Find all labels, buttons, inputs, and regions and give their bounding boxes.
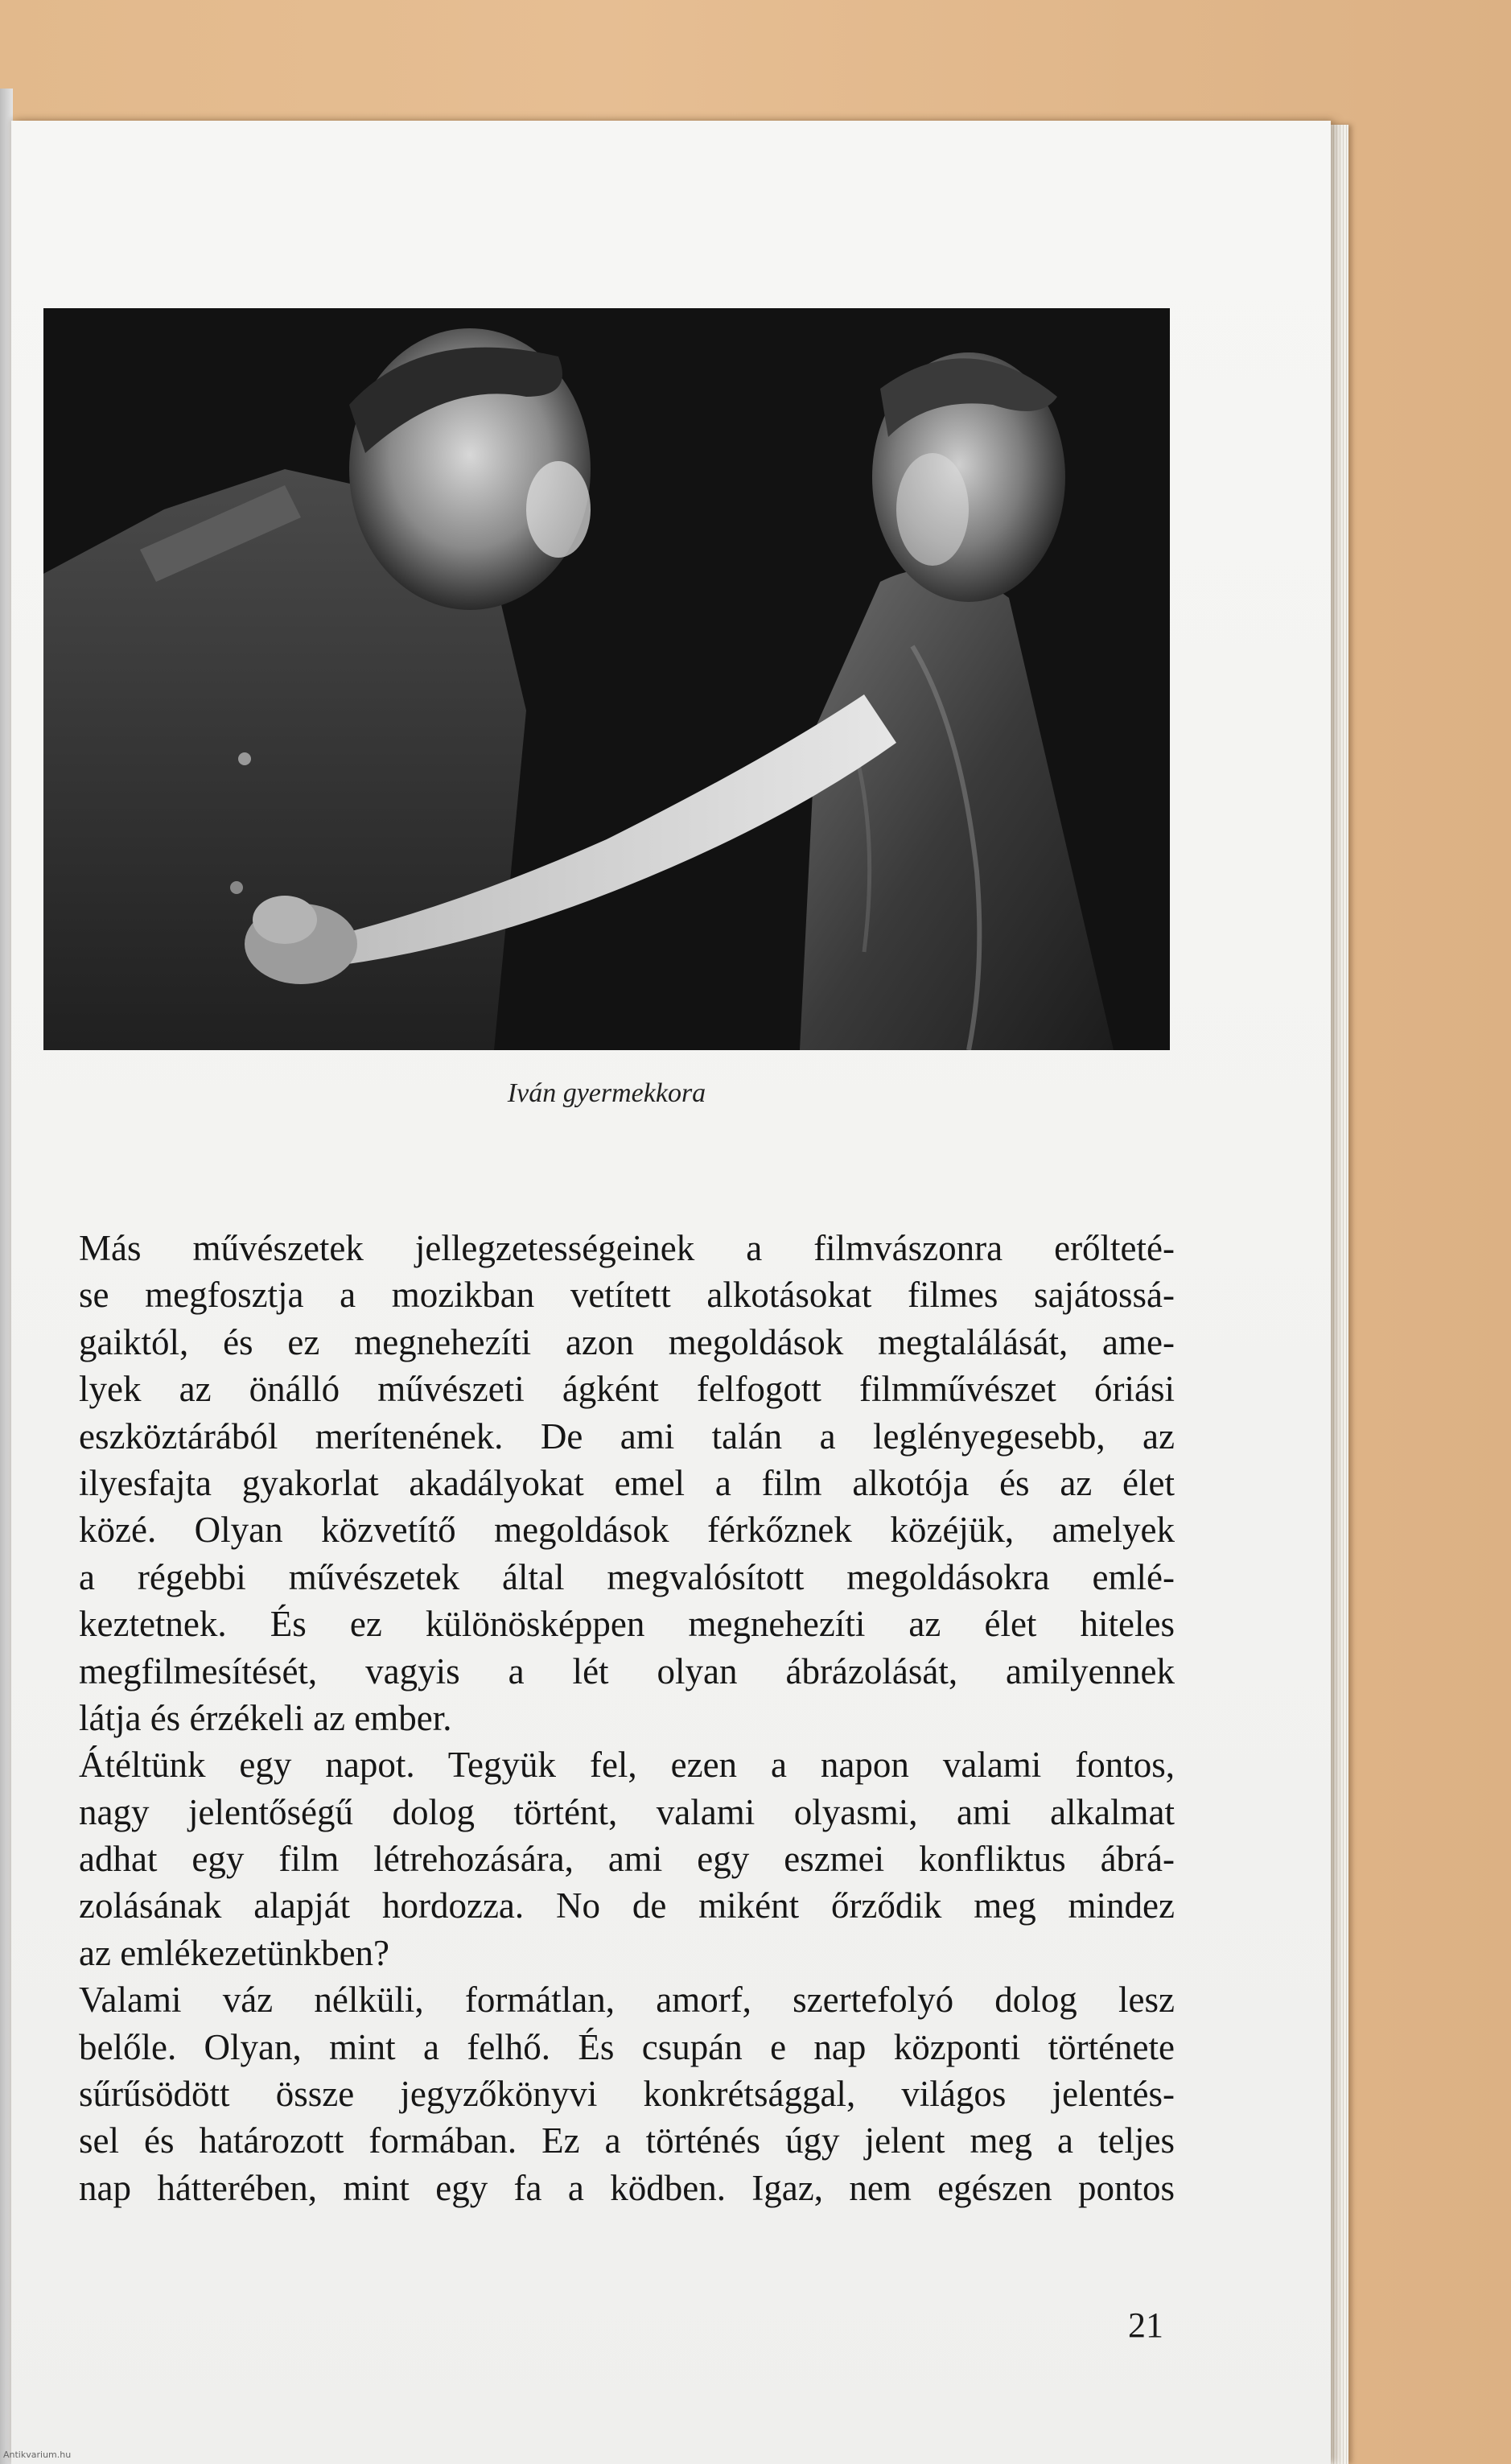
body-text bbox=[79, 1225, 1175, 2211]
text-line: sűrűsödött össze jegyzőkönyvi konkrétsággal, világos jelentés- bbox=[79, 2074, 1175, 2115]
text-line: gaiktól, és ez megnehezíti azon megoldások megtalálását, ame- bbox=[79, 1321, 1175, 1362]
paragraph bbox=[79, 1741, 1175, 1976]
film-still-image bbox=[43, 308, 1170, 1050]
text-line: eszköztárából merítenének. De ami talán a leglényegesebb, az bbox=[79, 1415, 1175, 1457]
text-line: nap hátterében, mint egy fa a ködben. Igaz, nem egészen pontos bbox=[79, 2167, 1175, 2208]
text-line: látja és érzékeli az ember. bbox=[79, 1697, 452, 1738]
text-line: sel és határozott formában. Ez a történés úgy jelent meg a teljes bbox=[79, 2120, 1175, 2161]
watermark: Antikvarium.hu bbox=[3, 2450, 72, 2460]
paragraph bbox=[79, 1976, 1175, 2211]
text-line: Valami váz nélküli, formátlan, amorf, szertefolyó dolog lesz bbox=[79, 1980, 1175, 2021]
page-number: 21 bbox=[1128, 2305, 1163, 2345]
text-line: adhat egy film létrehozására, ami egy eszmei konfliktus ábrá- bbox=[79, 1839, 1175, 1880]
text-line: a régebbi művészetek által megvalósított megoldásokra emlé- bbox=[79, 1556, 1175, 1597]
text-line: megfilmesítését, vagyis a lét olyan ábrázolását, amilyennek bbox=[79, 1650, 1175, 1691]
film-still-photo bbox=[43, 308, 1170, 1050]
text-line: Átéltünk egy napot. Tegyük fel, ezen a napon valami fontos, bbox=[79, 1745, 1175, 1786]
text-line: lyek az önálló művészeti ágként felfogott filmművészet óriási bbox=[79, 1369, 1175, 1410]
text-line: közé. Olyan közvetítő megoldások férkőznek közéjük, amelyek bbox=[79, 1510, 1175, 1551]
text-line: keztetnek. És ez különösképpen megnehezíti az élet hiteles bbox=[79, 1604, 1175, 1645]
photo-caption: Iván gyermekkora bbox=[507, 1078, 706, 1108]
text-line: belőle. Olyan, mint a felhő. És csupán e nap központi története bbox=[79, 2026, 1175, 2067]
text-line: zolásának alapját hordozza. No de miként őrződik meg mindez bbox=[79, 1885, 1175, 1926]
text-line: ilyesfajta gyakorlat akadályokat emel a film alkotója és az élet bbox=[79, 1462, 1175, 1503]
text-line: Más művészetek jellegzetességeinek a filmvászonra erőlteté- bbox=[79, 1228, 1175, 1268]
text-line: se megfosztja a mozikban vetített alkotásokat filmes sajátossá- bbox=[79, 1275, 1175, 1316]
paragraph bbox=[79, 1225, 1175, 1741]
text-line: nagy jelentőségű dolog történt, valami olyasmi, ami alkalmat bbox=[79, 1791, 1175, 1832]
text-line: az emlékezetünkben? bbox=[79, 1932, 390, 1973]
